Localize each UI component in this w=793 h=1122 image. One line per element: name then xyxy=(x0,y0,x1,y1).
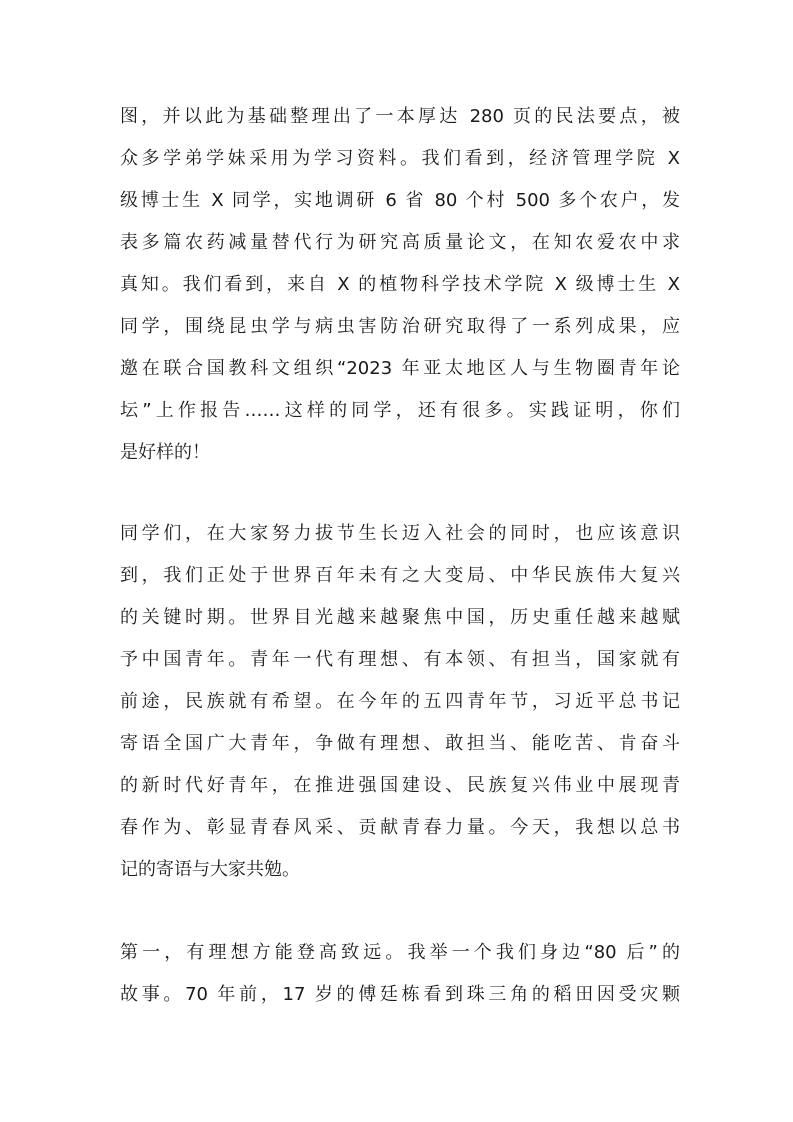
text-line: 春作为、彰显青春风采、贡献青春力量。今天，我想以总书 xyxy=(120,817,680,838)
text-line: 故事。70 年前，17 岁的傅廷栋看到珠三角的稻田因受灾颗 xyxy=(120,984,680,1005)
text-line: 前途，民族就有希望。在今年的五四青年节，习近平总书记 xyxy=(120,691,680,712)
text-line: 真知。我们看到，来自 X 的植物科学技术学院 X 级博士生 X xyxy=(120,274,680,295)
text-line: 表多篇农药减量替代行为研究高质量论文，在知农爱农中求 xyxy=(120,232,680,253)
text-line: 邀在联合国教科文组织“2023 年亚太地区人与生物圈青年论 xyxy=(120,358,680,379)
text-line: 众多学弟学妹采用为学习资料。我们看到，经济管理学院 X xyxy=(120,148,680,169)
text-line: 第一，有理想方能登高致远。我举一个我们身边“80 后”的 xyxy=(120,942,680,963)
text-line: 同学们，在大家努力拔节生长迈入社会的同时，也应该意识 xyxy=(120,523,680,544)
text-line: 的新时代好青年，在推进强国建设、民族复兴伟业中展现青 xyxy=(120,775,680,796)
text-line: 记的寄语与大家共勉。 xyxy=(120,859,300,880)
text-line: 是好样的！ xyxy=(120,442,210,463)
text-line: 同学，围绕昆虫学与病虫害防治研究取得了一系列成果，应 xyxy=(120,316,680,337)
text-line: 到，我们正处于世界百年未有之大变局、中华民族伟大复兴 xyxy=(120,565,680,586)
text-line: 寄语全国广大青年，争做有理想、敢担当、能吃苦、肯奋斗 xyxy=(120,733,680,754)
text-line: 坛”上作报告……这样的同学，还有很多。实践证明，你们 xyxy=(120,400,680,421)
text-line: 级博士生 X 同学，实地调研 6 省 80 个村 500 多个农户，发 xyxy=(120,190,680,211)
text-line: 的关键时期。世界目光越来越聚焦中国，历史重任越来越赋 xyxy=(120,607,680,628)
text-line: 图，并以此为基础整理出了一本厚达 280 页的民法要点，被 xyxy=(120,106,680,127)
text-line: 予中国青年。青年一代有理想、有本领、有担当，国家就有 xyxy=(120,649,680,670)
